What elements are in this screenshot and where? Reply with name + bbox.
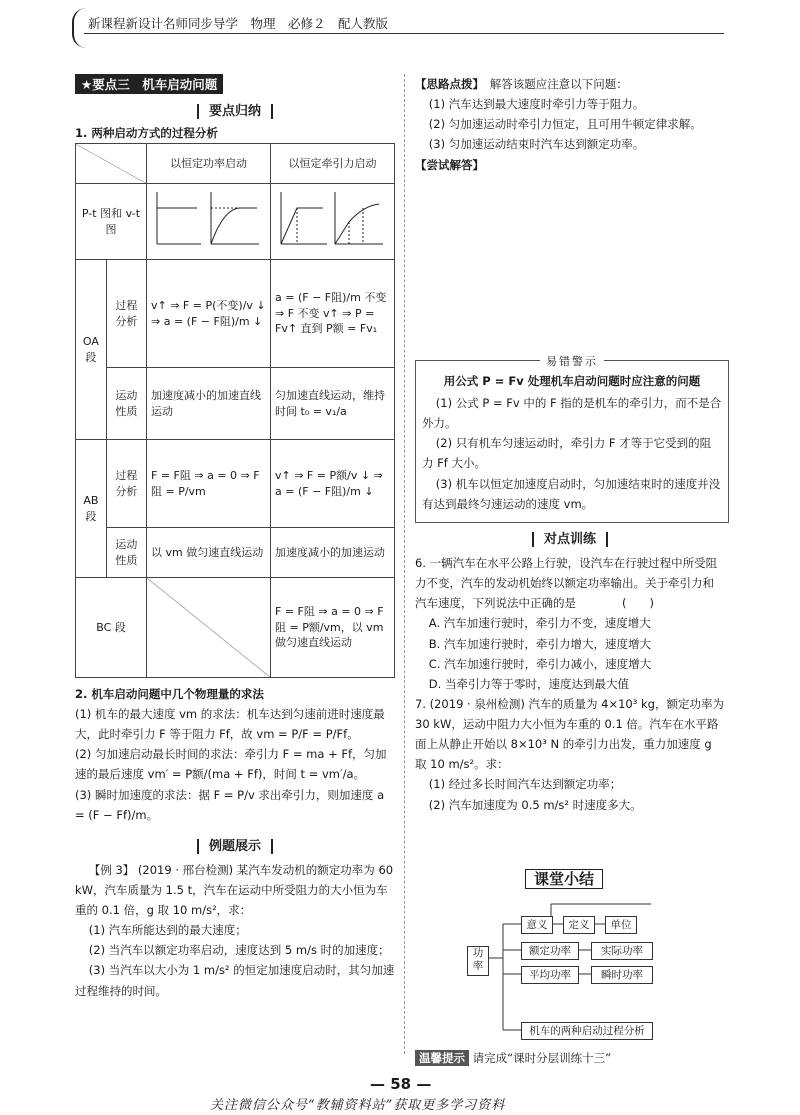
summary-definition: 定义 — [563, 916, 595, 934]
example-3-head: 【例 3】 (2019 · 邢台检测) 某汽车发动机的额定功率为 60 kW，汽车质量为 1.5 t，汽车在运动中所受阻力的大小恒为车重的 0.1 倍，g 取 10 m/s²，求： — [75, 862, 394, 917]
bc-force: F = F阻 ⇒ a = 0 ⇒ F阻 = P额/vm，以 vm 做匀速直线运动 — [271, 578, 395, 678]
summary-rated-power: 额定功率 — [521, 942, 579, 960]
box-title-class-summary: 课堂小结 — [525, 868, 603, 889]
question-6: 6. 一辆汽车在水平公路上行驶，设汽车在行驶过程中所受阻力不变，汽车的发动机始终以额定功率输出。关于牵引力和汽车速度，下列说法中正确的是 ( ) — [415, 556, 718, 611]
heading-2: 2. 机车启动问题中几个物理量的求法 — [75, 687, 264, 701]
hint-3: (3) 匀加速运动结束时汽车达到额定功率。 — [428, 137, 645, 152]
hint-1: (1) 汽车达到最大速度时牵引力等于阻力。 — [428, 97, 645, 112]
reminder-text: 请完成“课时分层训练十三” — [472, 1051, 612, 1065]
question-6-c: C. 汽车加速行驶时，牵引力减小，速度增大 — [428, 656, 652, 671]
question-7-1: (1) 经过多长时间汽车达到额定功率； — [428, 777, 622, 792]
reminder-tag: 温馨提示 — [415, 1050, 469, 1066]
pt-vt-graph-power — [151, 188, 266, 250]
graph-power — [147, 184, 271, 260]
method-3: (3) 瞬时加速度的求法：据 F = P/v 求出牵引力，则加速度 a = (F − Ff)/m。 — [75, 787, 385, 822]
row-label-oa-proc: 过程分析 — [106, 260, 146, 368]
section-title: ★要点三 机车启动问题 — [75, 74, 395, 94]
summary-root-power: 功率 — [467, 946, 489, 976]
row-label-bc: BC 段 — [76, 578, 147, 678]
ab-motion-force: 加速度减小的加速运动 — [271, 528, 395, 578]
summary-meaning: 意义 — [521, 916, 553, 934]
row-label-ab: AB 段 — [76, 440, 107, 578]
reminder — [415, 1050, 715, 1066]
try-tag: 【尝试解答】 — [415, 157, 484, 172]
method-2: (2) 匀加速启动最长时间的求法：牵引力 F = ma + Ff，匀加速的最后速度 vm′ = P额/(ma + Ff)，时间 t = vm′/a。 — [75, 747, 387, 782]
hint-line — [415, 74, 725, 94]
table-corner — [76, 144, 147, 184]
warning-3: (3) 机车以恒定加速度启动时，匀加速结束时的速度并没有达到最终匀速运动的速度 vm。 — [422, 476, 721, 511]
pt-vt-graph-force — [275, 188, 390, 250]
oa-motion-force: 匀加速直线运动，维持时间 t₀ = v₁/a — [271, 368, 395, 440]
question-6-d: D. 当牵引力等于零时，速度达到最大值 — [428, 676, 629, 691]
summary-average-power: 平均功率 — [521, 966, 579, 984]
row-label-graphs: P-t 图和 v-t 图 — [76, 184, 147, 260]
hint-tag: 【思路点拨】 — [415, 77, 479, 91]
col-header-force: 以恒定牵引力启动 — [271, 144, 395, 184]
question-7-2: (2) 汽车加速度为 0.5 m/s² 时速度多大。 — [428, 797, 642, 812]
header-rule — [84, 33, 724, 34]
process-table — [75, 143, 395, 678]
ab-proc-power: F = F阻 ⇒ a = 0 ⇒ F阻 = P/vm — [147, 440, 271, 528]
footer-note: 关注微信公众号“教辅资料站”获取更多学习资料 — [210, 1098, 506, 1113]
summary-unit: 单位 — [605, 916, 637, 934]
heading-1: 1. 两种启动方式的过程分析 — [75, 126, 218, 140]
practice-section — [415, 522, 725, 815]
question-7: 7. (2019 · 泉州检测) 汽车的质量为 4×10³ kg，额定功率为 30 kW，运动中阻力大小恒为车重的 0.1 倍。汽车在水平路面上从静止开始以 8×10³ N 的牵引力出发，重力加速度 g 取 10 m/s²。求： — [415, 696, 724, 772]
header-bracket — [72, 8, 86, 48]
hint-2: (2) 匀加速运动时牵引力恒定，且可用牛顿定律求解。 — [428, 117, 702, 132]
question-6-b: B. 汽车加速行驶时，牵引力增大，速度增大 — [428, 636, 651, 651]
summary-actual-power: 实际功率 — [591, 942, 653, 960]
col-header-power: 以恒定功率启动 — [147, 144, 271, 184]
row-label-ab-motion: 运动性质 — [106, 528, 146, 578]
summary-startup-analysis: 机车的两种启动过程分析 — [521, 1022, 653, 1040]
column-divider — [404, 74, 405, 1054]
box-title-example: 例题展示 — [75, 835, 395, 854]
example-3-q1: (1) 汽车所能达到的最大速度； — [88, 923, 247, 938]
oa-proc-force: a = (F − F阻)/m 不变 ⇒ F 不变 v↑ ⇒ P = Fv↑ 直到 P额 = Fv₁ — [271, 260, 395, 368]
warning-1: (1) 公式 P = Fv 中的 F 指的是机车的牵引力，而不是合外力。 — [422, 396, 722, 431]
box-title-summary: 要点归纳 — [75, 100, 395, 119]
summary-instant-power: 瞬时功率 — [591, 966, 653, 984]
ab-proc-force: v↑ ⇒ F = P额/v ↓ ⇒ a = (F − F阻)/m ↓ — [271, 440, 395, 528]
bc-power — [147, 578, 271, 678]
left-column — [75, 74, 395, 1001]
page-number: — 58 — — [370, 1075, 432, 1093]
example-3-q2: (2) 当汽车以额定功率启动，速度达到 5 m/s 时的加速度； — [88, 943, 390, 958]
row-label-oa-motion: 运动性质 — [106, 368, 146, 440]
warning-2: (2) 只有机车匀速运动时，牵引力 F 才等于它受到的阻力 Ff 大小。 — [422, 436, 712, 471]
summary-map — [465, 896, 715, 1046]
page-header-title: 新课程新设计名师同步导学 物理 必修２ 配人教版 — [88, 16, 389, 31]
warning-title: 用公式 P = Fv 处理机车启动问题时应注意的问题 — [443, 374, 701, 388]
row-label-ab-proc: 过程分析 — [106, 440, 146, 528]
graph-force — [271, 184, 395, 260]
method-1: (1) 机车的最大速度 vm 的求法：机车达到匀速前进时速度最大，此时牵引力 F 等于阻力 Ff，故 vm = P/F = P/Ff。 — [75, 707, 385, 742]
ab-motion-power: 以 vm 做匀速直线运动 — [147, 528, 271, 578]
warning-tag: 易错警示 — [422, 353, 722, 369]
hint-intro: 解答该题应注意以下问题： — [489, 77, 628, 91]
example-3-q3: (3) 当汽车以大小为 1 m/s² 的恒定加速度启动时，其匀加速过程维持的时间。 — [75, 963, 395, 998]
warning-box — [415, 355, 729, 523]
oa-motion-power: 加速度减小的加速直线运动 — [147, 368, 271, 440]
question-6-a: A. 汽车加速行驶时，牵引力不变，速度增大 — [428, 616, 651, 631]
box-title-practice: 对点训练 — [415, 528, 725, 547]
oa-proc-power: v↑ ⇒ F = P(不变)/v ↓ ⇒ a = (F − F阻)/m ↓ — [147, 260, 271, 368]
right-column — [415, 74, 725, 175]
row-label-oa: OA 段 — [76, 260, 107, 440]
